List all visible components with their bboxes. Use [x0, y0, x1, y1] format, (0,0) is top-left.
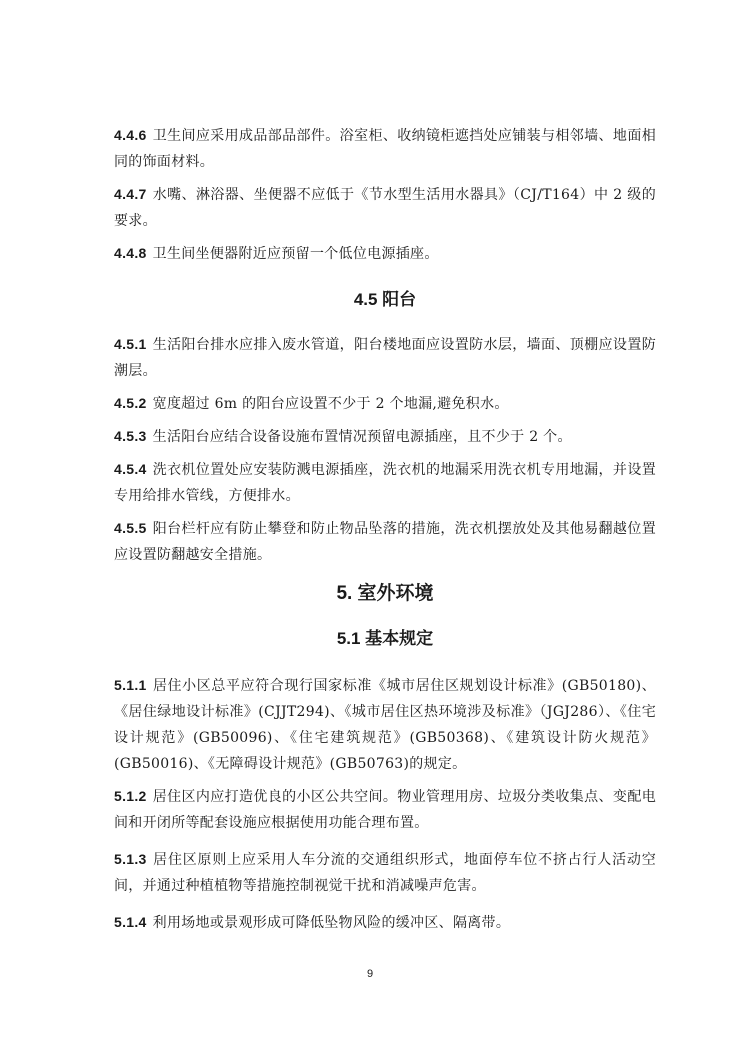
- clause-text: 利用场地或景观形成可降低坠物风险的缓冲区、隔离带。: [152, 915, 511, 931]
- clause-text: 生活阳台应结合设备设施布置情况预留电源插座，且不少于 2 个。: [152, 429, 572, 445]
- clause-text: 生活阳台排水应排入废水管道，阳台楼地面应设置防水层，墙面、顶棚应设置防潮层。: [114, 337, 656, 379]
- clause-number: 5.1.1: [114, 677, 147, 693]
- clause-number: 4.5.3: [114, 428, 147, 444]
- clause-number: 5.1.4: [114, 914, 147, 930]
- clause-5-1-2: [114, 783, 656, 836]
- clause-text: 洗衣机位置处应安装防溅电源插座，洗衣机的地漏采用洗衣机专用地漏，并设置专用给排水管线，方便排水。: [114, 462, 656, 504]
- clause-4-5-5: [114, 515, 656, 568]
- clause-4-4-7: [114, 181, 656, 234]
- clause-number: 4.4.6: [114, 127, 147, 143]
- clause-text: 卫生间应采用成品部品部件。浴室柜、收纳镜柜遮挡处应铺装与相邻墙、地面相同的饰面材料。: [114, 128, 656, 170]
- clause-number: 4.5.5: [114, 520, 147, 536]
- clause-4-5-2: [114, 390, 656, 417]
- clause-text: 阳台栏杆应有防止攀登和防止物品坠落的措施，洗衣机摆放处及其他易翻越位置应设置防翻越安全措施。: [114, 521, 656, 563]
- clause-number: 4.5.2: [114, 395, 147, 411]
- clause-number: 5.1.3: [114, 851, 147, 867]
- clause-4-4-6: [114, 122, 656, 175]
- clause-4-5-1: [114, 331, 656, 384]
- clause-number: 4.5.1: [114, 336, 147, 352]
- clause-text: 居住区内应打造优良的小区公共空间。物业管理用房、垃圾分类收集点、变配电间和开闭所等配套设施应根据使用功能合理布置。: [114, 789, 656, 831]
- clause-text: 水嘴、淋浴器、坐便器不应低于《节水型生活用水器具》（CJ/T164）中 2 级的要求。: [114, 187, 656, 229]
- section-heading-5-1: 5.1 基本规定: [336, 629, 434, 648]
- section-heading-4-5: 4.5 阳台: [353, 290, 417, 309]
- chapter-heading-5: 5. 室外环境: [336, 583, 434, 604]
- page-number: 9: [366, 968, 374, 980]
- clause-4-5-4: [114, 456, 656, 509]
- clause-4-5-3: [114, 423, 656, 450]
- clause-text: 居住区原则上应采用人车分流的交通组织形式，地面停车位不挤占行人活动空间，并通过种植植物等措施控制视觉干扰和消减噪声危害。: [114, 852, 656, 894]
- clause-5-1-3: [114, 846, 656, 899]
- clause-text: 居住小区总平应符合现行国家标准《城市居住区规划设计标准》(GB50180)、《居住绿地设计标准》(CJJT294)、《城市居住区热环境涉及标准》（JGJ286）、《住宅设计规范》(GB50096)、《住宅建筑规范》(GB50368)、《建筑设计防火规范》(GB50016)、《无障碍设计规范》(GB50763)的规定。: [114, 678, 656, 772]
- clause-5-1-4: [114, 909, 656, 936]
- clause-number: 4.5.4: [114, 461, 147, 477]
- clause-number: 4.4.8: [114, 245, 147, 261]
- clause-5-1-1: [114, 672, 656, 777]
- clause-number: 5.1.2: [114, 788, 147, 804]
- clause-4-4-8: [114, 240, 656, 267]
- clause-text: 卫生间坐便器附近应预留一个低位电源插座。: [152, 246, 439, 262]
- clause-number: 4.4.7: [114, 186, 147, 202]
- clause-text: 宽度超过 6m 的阳台应设置不少于 2 个地漏,避免积水。: [152, 396, 509, 412]
